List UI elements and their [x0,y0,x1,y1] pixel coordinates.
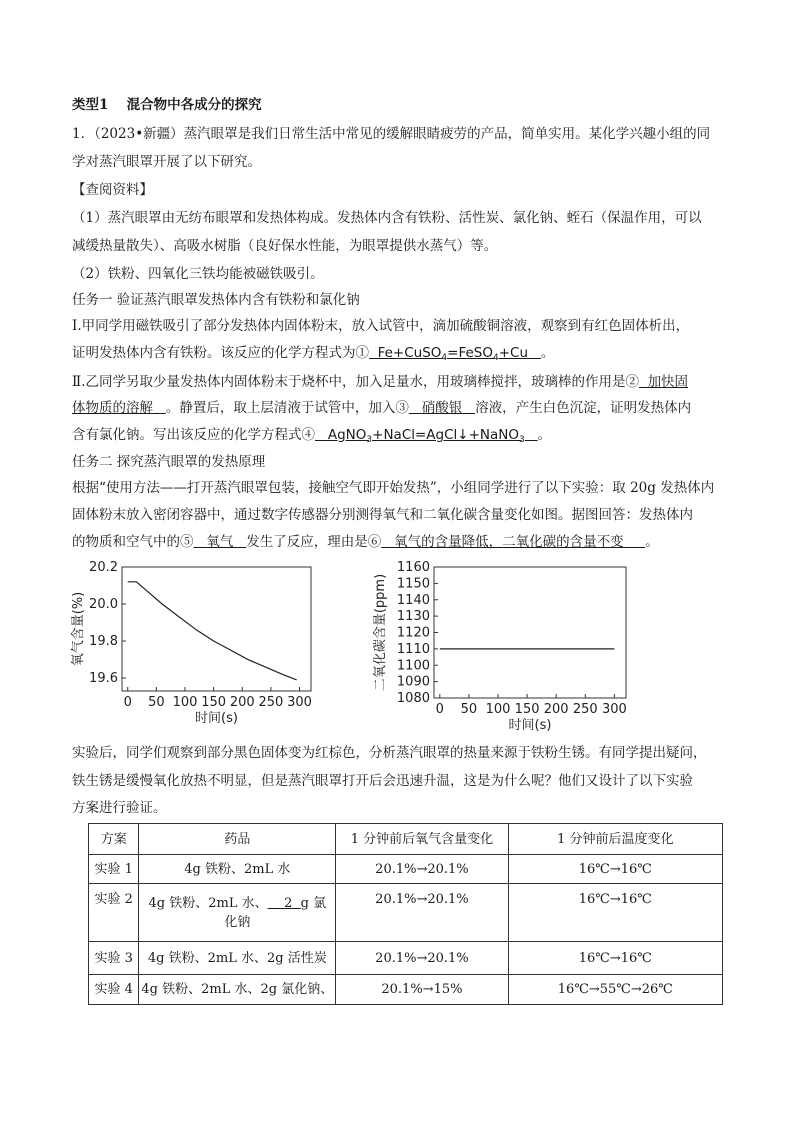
row-o2: 20.1%→20.1% [336,855,508,884]
series-line [128,582,297,680]
experiment-table [88,823,723,1005]
row-plan: 实验 2 [89,884,139,942]
y-tick-label: 1130 [396,609,430,625]
x-tick-label: 150 [514,702,540,717]
row-o2: 20.1%→20.1% [336,884,508,942]
x-axis-label: 时间(s) [195,711,238,726]
reference-1-line-1: （1）蒸汽眼罩由无纺布眼罩和发热体构成。发热体内含有铁粉、活性炭、氯化钠、蛭石（保温作用，可以 [72,210,702,226]
row-drug: 4g 铁粉、2mL 水 [139,855,336,884]
task-2-line-2: 固体粉末放入密闭容器中，通过数字传感器分别测得氧气和二氧化碳含量变化如图。据图回答：发热体内 [72,507,693,523]
y-tick-label: 1150 [396,576,430,592]
x-tick-label: 250 [258,695,284,710]
oxygen-content-chart [68,560,328,738]
plot-frame [434,567,626,698]
y-tick-label: 20.0 [89,597,118,613]
table-row [89,942,723,975]
y-tick-label: 19.8 [89,634,118,650]
row-temp: 16℃→16℃ [508,942,722,975]
answer-5: 氧气 [206,534,234,550]
answer-2-part-1: 加快固 [647,374,689,390]
x-tick-label: 150 [201,695,227,710]
task-2-line-1: 根据“使用方法——打开蒸汽眼罩包装，接触空气即开始发热”，小组同学进行了以下实验：取 20g 发热体内 [72,480,715,496]
task-1-part-ii-line-1 [72,372,688,392]
question-intro-line-2: 学对蒸汽眼罩开展了以下研究。 [72,154,261,170]
y-tick-label: 1110 [396,641,430,657]
y-tick-label: 1140 [396,592,430,608]
answer-3: 硝酸银 [421,400,463,416]
task-1-part-ii-continuation: 溶液，产生白色沉淀，证明发热体内 [475,400,692,416]
row-plan: 实验 1 [89,855,139,884]
after-line-2: 铁生锈是缓慢氧化放热不明显，但是蒸汽眼罩打开后会迅速升温，这是为什么呢？他们又设计了以下实验 [72,773,693,789]
row-plan: 实验 3 [89,942,139,975]
row-o2: 20.1%→20.1% [336,942,508,975]
x-tick-label: 300 [601,702,627,717]
answer-4-equation: AgNO$_3$+NaCl=AgCl↓+NaNO$_3$ [327,427,525,445]
row-drug: 4g 铁粉、2mL 水、2g 氯化钠、 [139,975,336,1005]
task-1-part-ii-line-3: 含有氯化钠。写出该反应的化学方程式④ AgNO$_3$+NaCl=AgCl↓+NaNO$_3$ 。 [72,427,552,445]
answer-6-mark: ⑥ [367,534,382,550]
answer-1-mark: ① [355,345,369,361]
x-tick-label: 300 [287,695,312,710]
row-plan: 实验 4 [89,975,139,1005]
answer-6: 氧气的含量降低，二氧化碳的含量不变 [394,534,624,550]
table-row [89,975,723,1005]
header-plan: 方案 [89,824,139,855]
answer-7: 2 [284,895,293,911]
y-axis-label: 氧气含量(%) [71,591,86,667]
y-tick-label: 1120 [396,625,430,641]
after-line-3: 方案进行验证。 [72,800,167,816]
plot-frame [122,567,311,691]
y-tick-label: 1090 [396,674,430,690]
reference-2: （2）铁粉、四氧化三铁均能被磁铁吸引。 [72,266,324,282]
task-1-part-i-line-2: 证明发热体内含有铁粉。该反应的化学方程式为① Fe+CuSO$_4$=FeSO$_4$+Cu 。 [72,345,555,363]
question-intro-line-1: 1．（2023•新疆）蒸汽眼罩是我们日常生活中常见的缓解眼睛疲劳的产品，简单实用。某化学兴趣小组的同 [72,126,711,142]
x-tick-label: 250 [572,702,598,717]
reference-1-line-2: 减缓热量散失）、高吸水树脂（良好保水性能，为眼罩提供水蒸气）等。 [72,238,498,254]
x-tick-label: 100 [172,695,198,710]
table-row [89,855,723,884]
co2-content-chart [368,560,638,738]
table-row [89,884,723,942]
task-2-line-3: 的物质和空气中的⑤ 氧气 发生了反应，理由是⑥ 氧气的含量降低，二氧化碳的含量不变 。 [72,534,659,550]
task-1-part-ii-line-2 [72,398,691,418]
answer-5-mark: ⑤ [180,534,194,550]
task-1-part-i-line-1: Ⅰ.甲同学用磁铁吸引了部分发热体内固体粉末，放入试管中，滴加硫酸铜溶液，观察到有红色固体析出， [72,318,690,334]
x-tick-label: 200 [543,702,569,717]
y-tick-label: 19.6 [89,671,118,687]
x-tick-label: 50 [460,702,478,717]
task-1-part-ii-equation-prompt: 含有氯化钠。写出该反应的化学方程式 [72,427,302,443]
section-title: 类型1 混合物中各成分的探究 [72,97,262,113]
task-1-part-ii-middle: 。静置后，取上层清液于试管中，加入 [165,400,396,416]
task-1-part-ii-prompt: Ⅱ.乙同学另取少量发热体内固体粉末于烧杯中，加入足量水，用玻璃棒搅拌，玻璃棒的作用是 [72,374,626,390]
answer-3-mark: ③ [395,400,409,416]
task-1-part-i-prompt: 证明发热体内含有铁粉。该反应的化学方程式为 [72,345,356,361]
row-temp: 16℃→55℃→26℃ [508,975,722,1005]
answer-4-mark: ④ [301,427,315,443]
y-tick-label: 20.2 [89,560,118,575]
header-temp-change: 1 分钟前后温度变化 [508,824,722,855]
answer-2-mark: ② [625,374,639,390]
task-1-title: 任务一 验证蒸汽眼罩发热体内含有铁粉和氯化钠 [72,292,360,308]
x-tick-label: 200 [229,695,255,710]
after-line-1: 实验后，同学们观察到部分黑色固体变为红棕色，分析蒸汽眼罩的热量来源于铁粉生锈。有同学提出疑问， [72,745,707,761]
row-temp: 16℃→16℃ [508,884,722,942]
x-tick-label: 50 [148,695,165,710]
y-tick-label: 1080 [396,691,430,706]
x-tick-label: 100 [485,702,511,717]
reference-header: 【查阅资料】 [72,182,153,198]
x-tick-label: 0 [123,695,132,710]
row-drug: 4g 铁粉、2mL 水、2g 活性炭 [139,942,336,975]
y-tick-label: 1160 [396,560,430,575]
answer-1-equation: Fe+CuSO$_4$=FeSO$_4$+Cu [377,345,529,363]
task-2-prompt: 的物质和空气中的 [72,534,180,550]
y-axis-label: 二氧化碳含量(ppm) [373,573,388,692]
y-tick-label: 1100 [396,658,430,674]
task-2-reason-prompt: 发生了反应，理由是 [246,534,368,550]
answer-2-part-2: 体物质的溶解 [72,400,153,416]
row-temp: 16℃→16℃ [508,855,722,884]
table-header-row [89,824,723,855]
row-o2: 20.1%→15% [336,975,508,1005]
header-o2-change: 1 分钟前后氧气含量变化 [336,824,508,855]
x-axis-label: 时间(s) [508,718,552,733]
x-tick-label: 0 [435,702,444,717]
row-drug: 4g 铁粉、2mL 水、 2 g 氯 化钠 [139,884,336,942]
task-2-title: 任务二 探究蒸汽眼罩的发热原理 [72,454,266,470]
header-drug: 药品 [139,824,336,855]
